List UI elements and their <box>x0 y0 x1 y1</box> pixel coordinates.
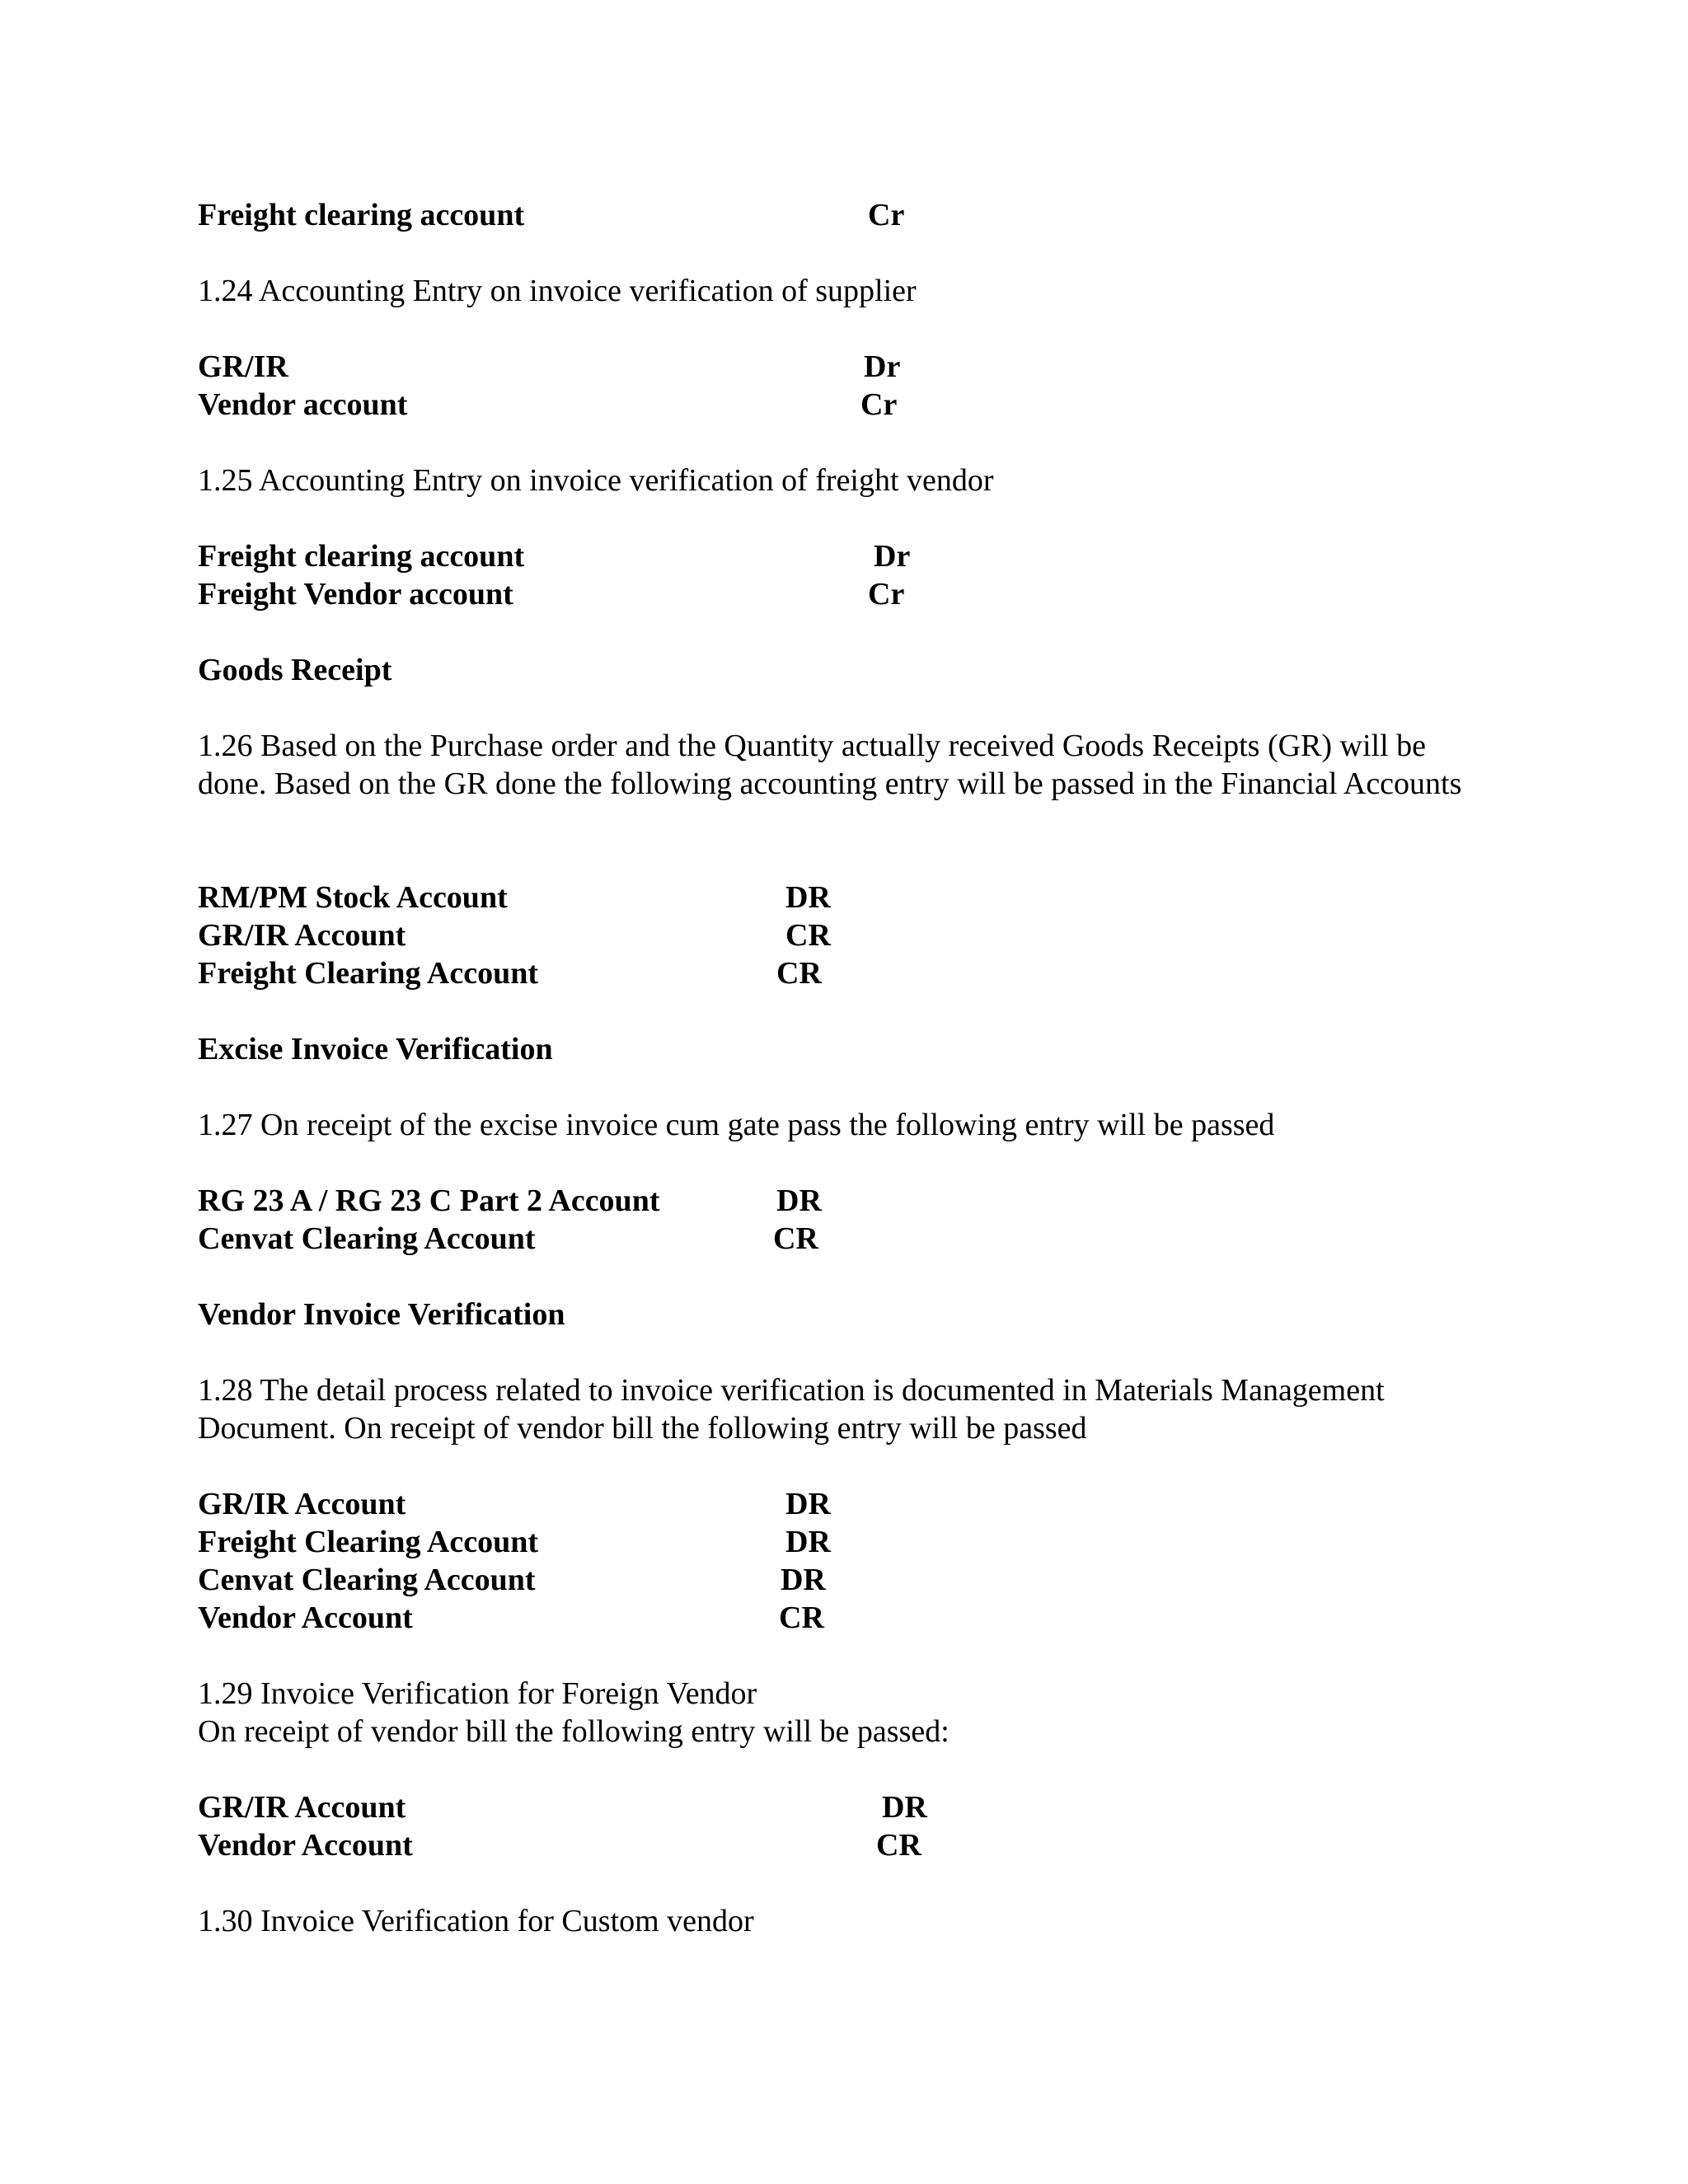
entry-side: DR <box>785 1487 831 1521</box>
entry-account: Freight Clearing Account <box>198 956 539 991</box>
section-heading: 1.25 Accounting Entry on invoice verification of freight vendor <box>198 463 994 498</box>
section-title: Excise Invoice Verification <box>198 1032 553 1066</box>
section-heading: 1.24 Accounting Entry on invoice verification of supplier <box>198 274 917 308</box>
entry-side: CR <box>773 1221 818 1256</box>
entry-account: GR/IR Account <box>198 1487 406 1521</box>
entry-account: RM/PM Stock Account <box>198 880 508 915</box>
entry-account: RG 23 A / RG 23 C Part 2 Account <box>198 1183 660 1218</box>
entry-side: CR <box>876 1828 921 1863</box>
entry-side: Dr <box>864 349 901 384</box>
entry-side: DR <box>882 1790 927 1825</box>
entry-account: Vendor account <box>198 387 408 422</box>
entry-account: Vendor Account <box>198 1828 413 1863</box>
entry-side: DR <box>785 1525 831 1559</box>
entry-account: Cenvat Clearing Account <box>198 1563 536 1597</box>
entry-side: DR <box>776 1183 822 1218</box>
entry-account: GR/IR <box>198 349 288 384</box>
section-heading: 1.29 Invoice Verification for Foreign Vendor <box>198 1676 757 1711</box>
entry-account: GR/IR Account <box>198 1790 406 1825</box>
entry-account: GR/IR Account <box>198 918 406 953</box>
entry-side: CR <box>776 956 822 991</box>
section-subline: On receipt of vendor bill the following entry will be passed: <box>198 1714 950 1749</box>
entry-account: Freight clearing account <box>198 198 525 232</box>
entry-side: CR <box>785 918 831 953</box>
entry-account: Cenvat Clearing Account <box>198 1221 536 1256</box>
section-paragraph: 1.27 On receipt of the excise invoice cum gate pass the following entry will be passed <box>198 1108 1275 1142</box>
entry-side: Cr <box>868 577 905 612</box>
entry-account: Freight Vendor account <box>198 577 513 612</box>
section-paragraph: 1.26 Based on the Purchase order and the Quantity actually received Goods Receipts (GR) will be done. Based on the GR done the following accounting entry will be passed in the Financial Accounts <box>198 729 1462 801</box>
entry-account: Vendor Account <box>198 1601 413 1635</box>
entry-side: DR <box>781 1563 826 1597</box>
entry-account: Freight clearing account <box>198 539 525 574</box>
entry-side: DR <box>785 880 831 915</box>
entry-side: CR <box>779 1601 824 1635</box>
section-paragraph: 1.28 The detail process related to invoice verification is documented in Materials Management Document. On receipt of vendor bill the following entry will be passed <box>198 1373 1385 1446</box>
section-heading: 1.30 Invoice Verification for Custom vendor <box>198 1904 754 1938</box>
entry-side: Cr <box>868 198 905 232</box>
entry-side: Cr <box>860 387 898 422</box>
section-title: Goods Receipt <box>198 653 392 687</box>
entry-side: Dr <box>874 539 911 574</box>
section-title: Vendor Invoice Verification <box>198 1297 565 1332</box>
entry-account: Freight Clearing Account <box>198 1525 539 1559</box>
